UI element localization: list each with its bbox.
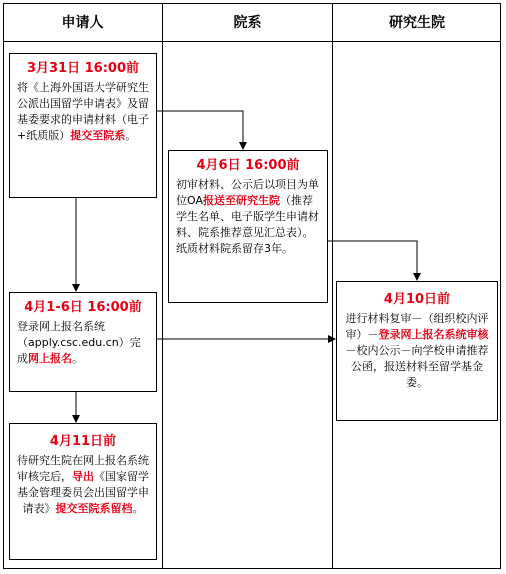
step-highlight: 提交至院系 bbox=[70, 129, 126, 142]
step-date: 4月11日前 bbox=[49, 434, 117, 449]
step-text-tail: 。 bbox=[72, 352, 83, 365]
step-text: 初审材料、公示后以项目为单位OA bbox=[176, 178, 319, 207]
step-highlight: 导出 bbox=[72, 470, 94, 483]
step-highlight: 报送至研究生院 bbox=[203, 194, 280, 207]
arrow-box1-to-box2 bbox=[157, 111, 243, 149]
step-text-tail: 。 bbox=[125, 129, 137, 142]
step-highlight: 提交至院系留档 bbox=[55, 502, 133, 515]
step-date: 3月31日 16:00前 bbox=[26, 61, 140, 76]
step-text: 将《上海外国语大学研究生公派出国留学申请表》及留基委要求的申请材料（电子+纸质版） bbox=[17, 81, 149, 142]
step-date: 4月6日 16:00前 bbox=[196, 158, 300, 173]
step-highlight: 登录网上报名系统审核 bbox=[378, 328, 489, 341]
step-date: 4月10日前 bbox=[383, 292, 451, 307]
step-text: －校内公示－向学校申请推荐公函，报送材料至留学基金委。 bbox=[345, 344, 489, 389]
step-text: 待研究生院在网上报名系统审核完后， bbox=[17, 454, 149, 483]
column-header-graduate-school: 研究生院 bbox=[389, 15, 445, 31]
step-highlight: 网上报名 bbox=[28, 352, 72, 365]
step-text: 登录网上报名系统（apply.csc.edu.cn）完成 bbox=[17, 320, 141, 365]
arrow-box2-to-box4 bbox=[328, 241, 417, 280]
step-text: （推荐学生名单、电子版学生申请材料、院系推荐意见汇总表）。纸质材料院系留存3年。 bbox=[176, 194, 319, 255]
step-text: 进行材料复审－（组织校内评审）－ bbox=[345, 312, 489, 341]
column-header-department: 院系 bbox=[233, 15, 262, 31]
column-header-applicant: 申请人 bbox=[61, 15, 104, 31]
step-text-tail: 。 bbox=[132, 502, 144, 515]
step-text: 《国家留学基金管理委员会出国留学申请表》 bbox=[17, 470, 149, 515]
step-date: 4月1-6日 16:00前 bbox=[24, 300, 142, 315]
